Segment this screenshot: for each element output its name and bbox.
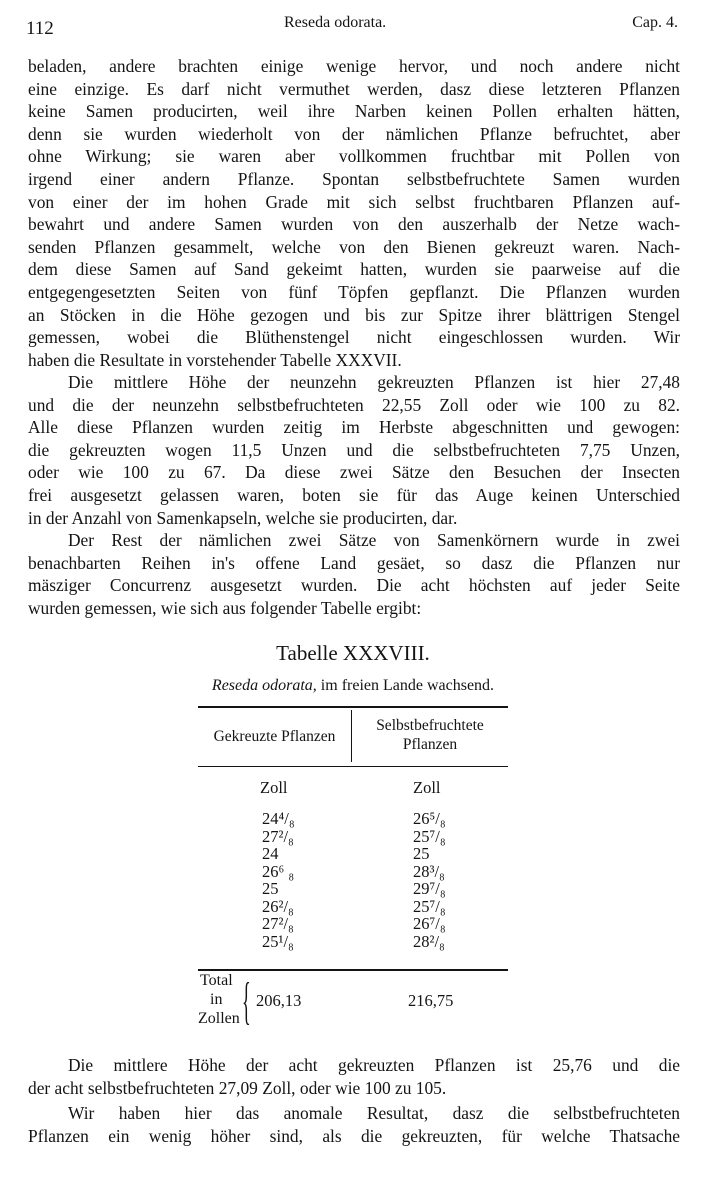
table-title: Tabelle XXXVIII. xyxy=(276,641,430,665)
paragraph-continuation xyxy=(28,55,680,371)
text-line: an Stöcken in die Höhe gezogen und bis zur Spitze ihrer blättrigen Stengel xyxy=(28,304,680,325)
table-total-rule xyxy=(198,969,508,971)
chapter-label: Cap. 4. xyxy=(632,14,678,31)
text-line: Wir haben hier das anomale Resultat, dasz die selbstbefruchteten xyxy=(68,1103,680,1123)
running-title: Reseda odorata. xyxy=(284,14,387,31)
total-brace: { xyxy=(242,973,251,1030)
table-cell-value: 25 xyxy=(413,844,430,863)
text-line: wurden gemessen, wie sich aus folgender Tabelle ergibt: xyxy=(28,597,422,618)
table-cell-value: 28³/₈ xyxy=(413,861,445,881)
total-label-2: in xyxy=(210,991,223,1008)
text-line: benachbarten Reihen in's offene Land gesäet, so dasz die Pflanzen nur xyxy=(28,552,680,573)
table-cell-value: 28²/₈ xyxy=(413,931,445,951)
total-label-3: Zollen xyxy=(198,1010,240,1027)
text-line: gemessen, wobei die Blüthenstengel nicht eingeschlossen wurden. Wir xyxy=(28,327,680,348)
text-line: von einer der im hohen Grade mit sich selbst fruchtbaren Pflanzen auf- xyxy=(28,191,680,212)
text-line: die gekreuzten wogen 11,5 Unzen und die selbstbefruchteten 7,75 Unzen, xyxy=(28,439,680,460)
table-cell-value: 27²/₈ xyxy=(262,826,294,846)
paragraph-anomalous-result xyxy=(28,1102,680,1147)
table-caption-rest: im freien Lande wachsend. xyxy=(316,677,495,694)
table-caption xyxy=(0,677,706,695)
text-line: und die der neunzehn selbstbefruchteten 22,55 Zoll oder wie 100 zu 82. xyxy=(28,394,680,415)
text-line: in der Anzahl von Samenkapseln, welche sie producirten, dar. xyxy=(28,507,458,528)
table-caption-species: Reseda odorata, xyxy=(211,677,317,694)
table-cell-value: 26²/₈ xyxy=(262,896,294,916)
table-cell-value: 26⁶ ₈ xyxy=(262,861,295,881)
text-line: Der Rest der nämlichen zwei Sätze von Samenkörnern wurde in zwei xyxy=(68,530,680,550)
text-line: beladen, andere brachten einige wenige hervor, und noch andere nicht xyxy=(28,56,680,76)
table-cell-value: 24⁴/₈ xyxy=(262,809,295,828)
table-cell-value: 24 xyxy=(262,844,279,863)
total-self: 216,75 xyxy=(408,991,454,1010)
paragraph-mean-height xyxy=(28,371,680,529)
text-line: entgegengesetzten Seiten von fünf Töpfen gepflanzt. Die Pflanzen wurden xyxy=(28,281,680,302)
text-line: Alle diese Pflanzen wurden zeitig im Herbste abgeschnitten und gewogen: xyxy=(28,417,680,438)
text-line: der acht selbstbefruchteten 27,09 Zoll, oder wie 100 zu 105. xyxy=(28,1077,447,1098)
text-line: bewahrt und andere Samen wurden von den auszerhalb der Netze wach- xyxy=(28,214,680,235)
page-header xyxy=(26,14,678,48)
table-header-rule xyxy=(198,766,508,767)
text-line: Die mittlere Höhe der acht gekreuzten Pflanzen ist 25,76 und die xyxy=(68,1055,680,1075)
text-line: irgend einer andern Pflanze. Spontan selbstbefruchtete Samen wurden xyxy=(28,168,680,189)
total-label-1: Total xyxy=(200,972,233,989)
paragraph-eight-plants xyxy=(28,1054,680,1099)
self-values xyxy=(413,810,446,950)
crossed-values xyxy=(262,810,295,950)
paragraph-open-ground xyxy=(28,529,680,619)
text-line: frei ausgesetzt gelassen waren, boten sie für das Auge keinen Unterschied xyxy=(28,484,680,505)
text-line: keine Samen producirten, weil ihre Narben keinen Pollen erhalten hätten, xyxy=(28,101,680,122)
table-cell-value: 29⁷/₈ xyxy=(413,879,446,898)
text-line: oder wie 100 zu 67. Da diese zwei Sätze den Besuchen der Insecten xyxy=(28,462,680,483)
col-header-self-line2: Pflanzen xyxy=(402,736,458,753)
col-header-self-line1: Selbstbefruchtete xyxy=(376,717,484,734)
text-line: denn sie wurden wiederholt von der nämlichen Pflanze befruchtet, aber xyxy=(28,123,680,144)
text-line: Pflanzen ein wenig höher sind, als die gekreuzten, für welche Thatsache xyxy=(28,1125,680,1146)
text-line: mäsziger Concurrenz ausgesetzt wurden. Die acht höchsten auf jeder Seite xyxy=(28,575,680,596)
col-header-crossed: Gekreuzte Pflanzen xyxy=(213,728,336,745)
table-cell-value: 26⁵/₈ xyxy=(413,809,446,828)
text-line: eine einzige. Es darf nicht vermuthet werden, dasz diese letzteren Pflanzen xyxy=(28,78,680,99)
table-cell-value: 25¹/₈ xyxy=(262,931,294,951)
text-line: dem diese Samen auf Sand gekeimt hatten, wurden sie paarweise auf die xyxy=(28,259,680,280)
text-line: haben die Resultate in vorstehender Tabelle XXXVII. xyxy=(28,349,402,370)
total-crossed: 206,13 xyxy=(256,991,302,1010)
table-cell-value: 26⁷/₈ xyxy=(413,914,446,933)
table-cell-value: 25⁷/₈ xyxy=(413,896,446,916)
table-cell-value: 27²/₈ xyxy=(262,914,294,933)
text-line: senden Pflanzen gesammelt, welche von den Bienen gekreuzt waren. Nach- xyxy=(28,236,680,257)
table-cell-value: 25⁷/₈ xyxy=(413,826,446,846)
unit-crossed: Zoll xyxy=(260,778,288,797)
table-top-rule xyxy=(198,706,508,708)
text-line: Die mittlere Höhe der neunzehn gekreuzten Pflanzen ist hier 27,48 xyxy=(68,372,680,392)
unit-self: Zoll xyxy=(413,778,441,797)
page-number: 112 xyxy=(26,18,54,39)
text-line: ohne Wirkung; sie waren aber vollkommen fruchtbar mit Pollen von xyxy=(28,146,680,167)
table-cell-value: 25 xyxy=(262,879,279,898)
